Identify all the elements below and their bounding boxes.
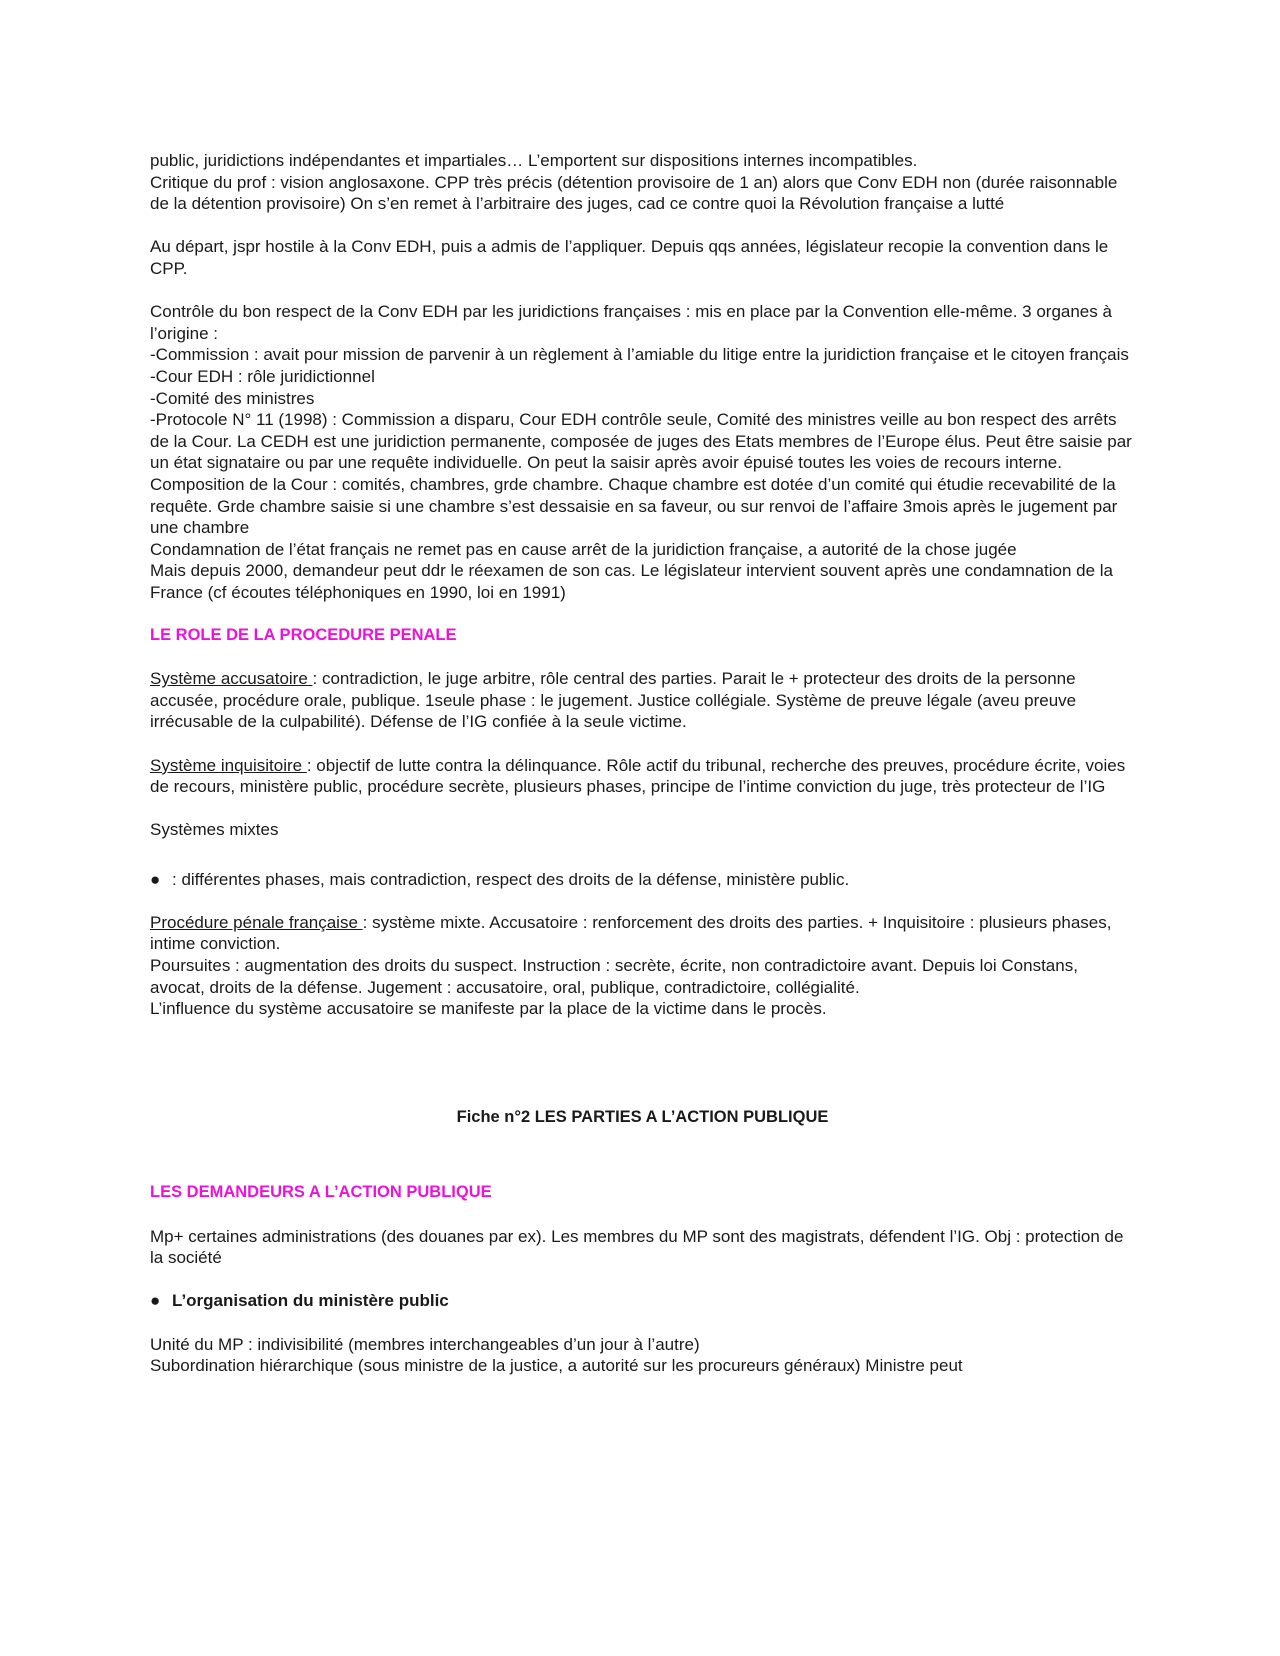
paragraph: Composition de la Cour : comités, chambres, grde chambre. Chaque chambre est dotée d’un comité qui étudie recevabilité de la requête. Grde chambre saisie si une chambre s’est dessaisie en sa faveur, ou sur renvoi de l’affaire 3mois après le jugement par une chambre [150,474,1118,538]
paragraph: Condamnation de l’état français ne remet pas en cause arrêt de la juridiction française, a autorité de la chose jugée [150,539,1017,559]
document-body [150,150,1135,1377]
paragraph: Systèmes mixtes [150,820,279,840]
paragraph: Mais depuis 2000, demandeur peut ddr le réexamen de son cas. Le législateur intervient souvent après une condamnation de la France (cf écoutes téléphoniques en 1990, loi en 1991) [150,561,1113,602]
bullet-icon: ● [150,869,161,889]
paragraph [150,912,1135,955]
paragraph: Au départ, jspr hostile à la Conv EDH, puis a admis de l’appliquer. Depuis qqs années, législateur recopie la convention dans le CPP. [150,237,1109,278]
paragraph: -Protocole N° 11 (1998) : Commission a disparu, Cour EDH contrôle seule, Comité des ministres veille au bon respect des arrêts de la Cour. La CEDH est une juridiction permanente, composée de juges des Etats membres de l’Europe élus. Peut être saisie par un état signataire ou par une requête individuelle. On peut la saisir après avoir épuisé toutes les voies de recours interne. [150,410,1132,473]
term: Système accusatoire [150,669,313,689]
paragraph: Contrôle du bon respect de la Conv EDH par les juridictions françaises : mis en place par la Convention elle-même. 3 organes à l’origine : [150,302,1112,343]
paragraph: -Commission : avait pour mission de parvenir à un règlement à l’amiable du litige entre la juridiction française et le citoyen français [150,345,1129,365]
definition: : contradiction, le juge arbitre, rôle central des parties. Parait le + protecteur des droits de la personne accusée, procédure orale, publique. 1seule phase : le jugement. Justice collégiale. Système de preuve légale (aveu preuve irrécusable de la culpabilité). Défense de l’IG confiée à la seule victime. [150,669,1077,732]
paragraph: Subordination hiérarchique (sous ministre de la justice, a autorité sur les procureurs généraux) Ministre peut [150,1356,963,1376]
paragraph [150,668,1135,733]
list-item [150,869,1135,891]
definition: : objectif de lutte contra la délinquance. Rôle actif du tribunal, recherche des preuves, procédure écrite, voies de recours, ministère public, procédure secrète, plusieurs phases, principe de l’intime conviction du juge, très protecteur de l’IG [150,755,1126,797]
paragraph: -Cour EDH : rôle juridictionnel [150,366,375,386]
subsection-heading-text: L’organisation du ministère public [172,1291,449,1311]
paragraph: L’influence du système accusatoire se manifeste par la place de la victime dans le procès. [150,999,827,1019]
definition: : système mixte. Accusatoire : renforcement des droits des parties. + Inquisitoire : plusieurs phases, intime conviction. [150,912,1112,954]
paragraph [150,755,1135,798]
list-item-text: : différentes phases, mais contradiction, respect des droits de la défense, ministère public. [172,869,850,889]
paragraph: Poursuites : augmentation des droits du suspect. Instruction : secrète, écrite, non contradictoire avant. Depuis loi Constans, avocat, droits de la défense. Jugement : accusatoire, oral, publique, contradictoire, collégialité. [150,955,1078,997]
subsection-heading [150,1290,1135,1312]
paragraph: public, juridictions indépendantes et impartiales… L’emportent sur dispositions internes incompatibles. [150,151,918,170]
section-heading: LES DEMANDEURS A L’ACTION PUBLIQUE [150,1183,492,1202]
term: Procédure pénale française [150,912,363,932]
paragraph: -Comité des ministres [150,388,315,408]
term: Système inquisitoire [150,755,307,775]
bullet-icon: ● [150,1291,161,1311]
fiche-title: Fiche n°2 LES PARTIES A L’ACTION PUBLIQUE [456,1107,829,1126]
paragraph: Mp+ certaines administrations (des douanes par ex). Les membres du MP sont des magistrats, défendent l’IG. Obj : protection de la société [150,1226,1124,1268]
paragraph: Critique du prof : vision anglosaxone. CPP très précis (détention provisoire de 1 an) alors que Conv EDH non (durée raisonnable de la détention provisoire) On s’en remet à l’arbitraire des juges, cad ce contre quoi la Révolution française a lutté [150,172,1118,214]
section-heading: LE ROLE DE LA PROCEDURE PENALE [150,626,457,645]
paragraph: Unité du MP : indivisibilité (membres interchangeables d’un jour à l’autre) [150,1334,700,1354]
